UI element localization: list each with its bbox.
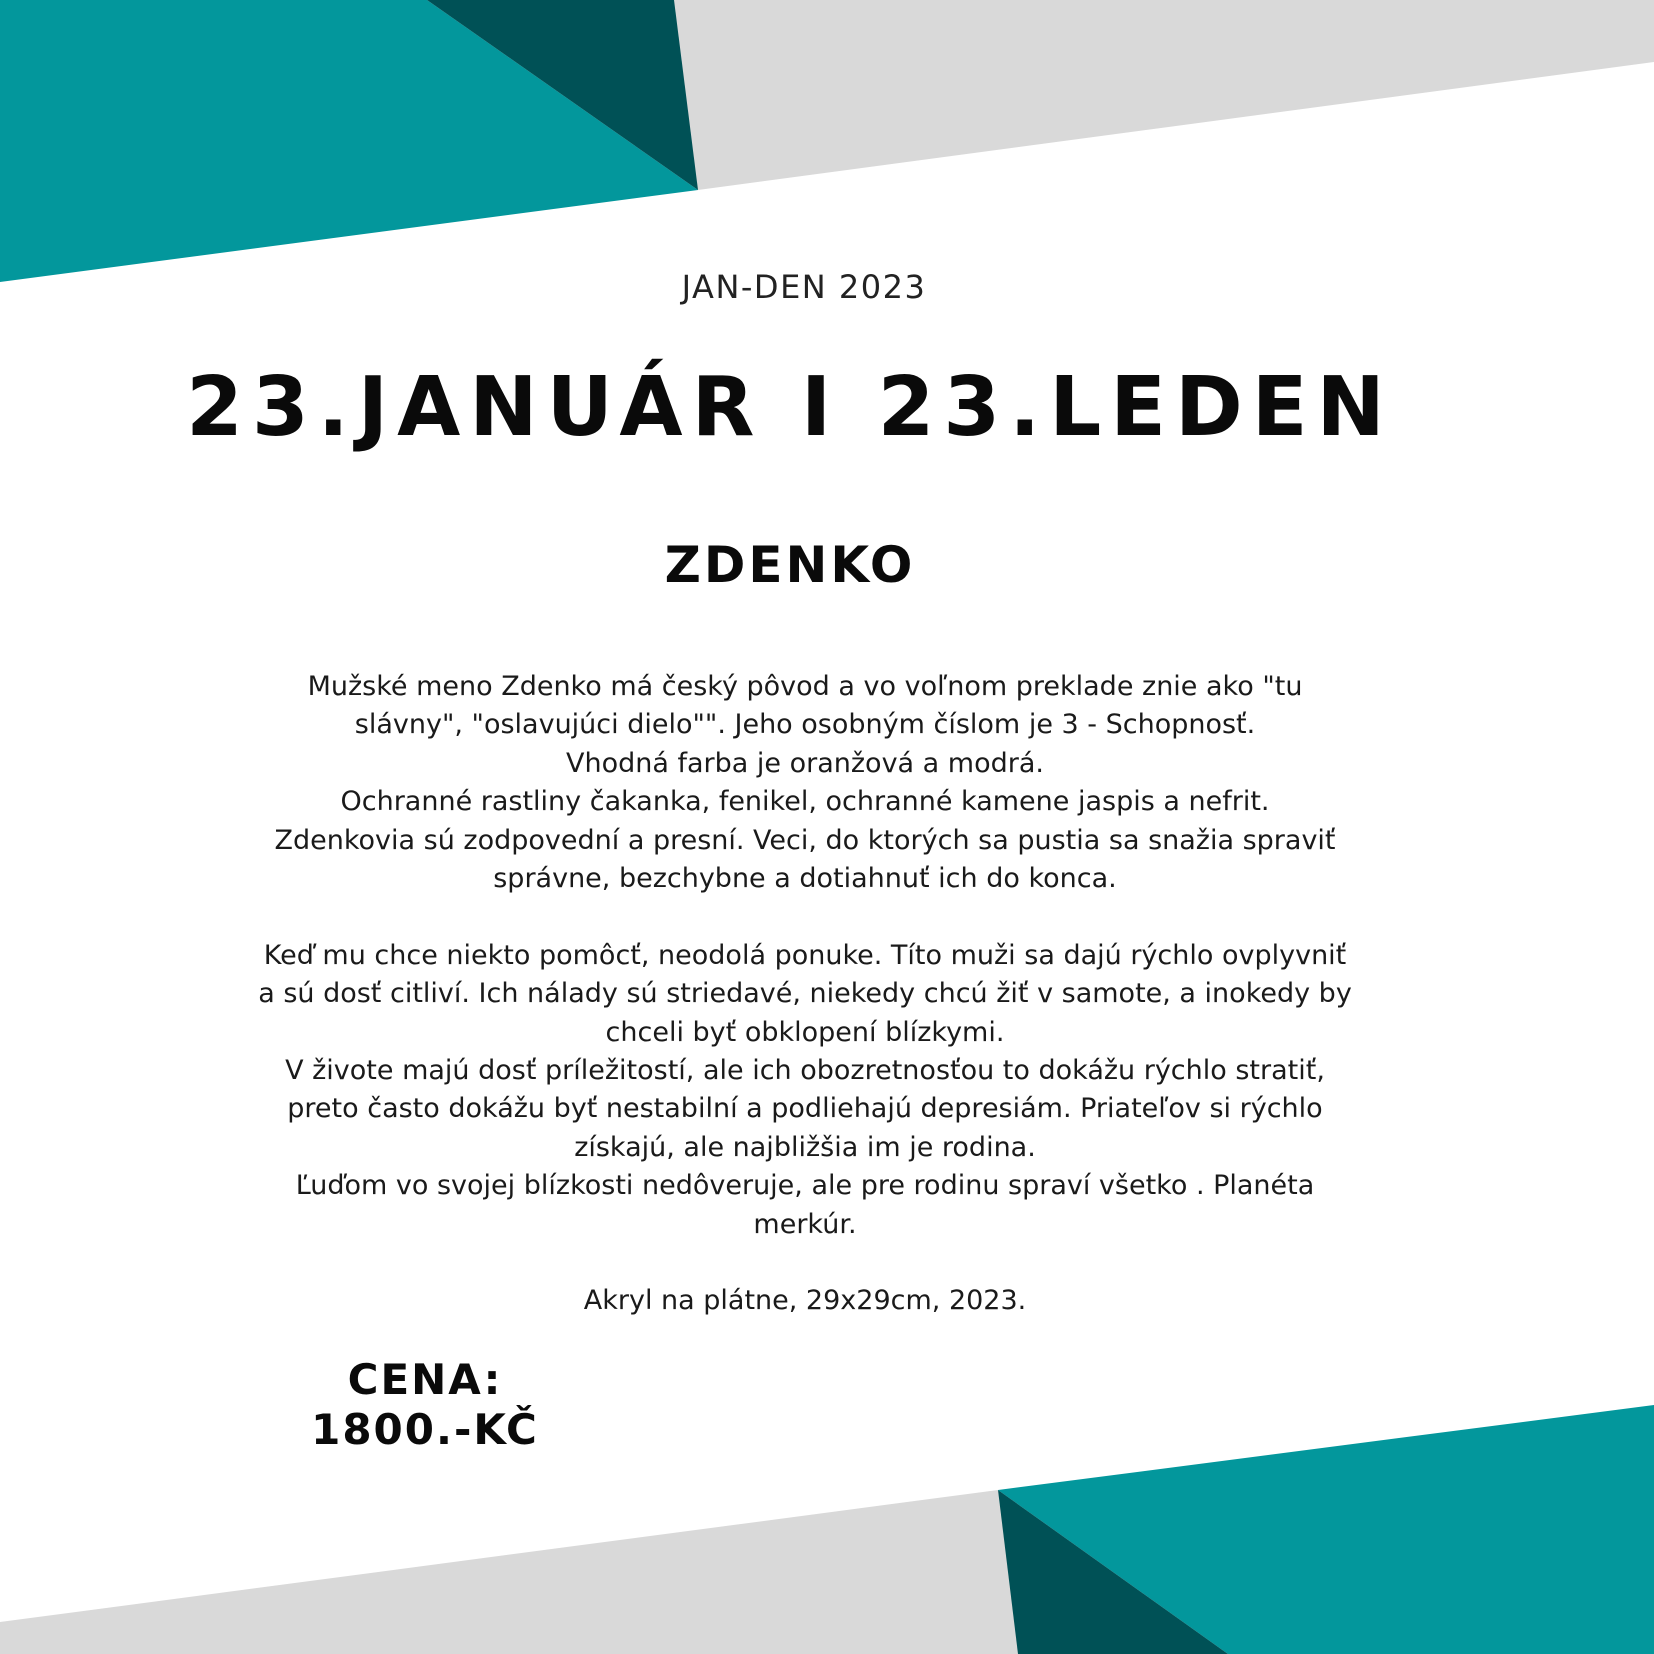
- artwork-details: Akryl na plátne, 29x29cm, 2023.: [583, 1285, 1027, 1317]
- description-line: slávny", "oslavujúci dielo"". Jeho osobným číslom je 3 - Schopnosť.: [354, 709, 1256, 741]
- price-block: [290, 1355, 560, 1455]
- description-line: Vhodná farba je oranžová a modrá.: [566, 747, 1044, 779]
- bottom-gray-band: [0, 1490, 1050, 1654]
- description-line: preto často dokážu byť nestabilní a podliehajú depresiám. Priateľov si rýchlo: [287, 1093, 1323, 1125]
- price-label: CENA:: [347, 1355, 503, 1404]
- paragraph-spacer: [205, 1244, 1405, 1282]
- description-line: chceli byť obklopení blízkymi.: [605, 1016, 1005, 1048]
- description-line: Mužské meno Zdenko má český pôvod a vo voľnom preklade znie ako "tu: [307, 671, 1303, 702]
- description-line: a sú dosť citliví. Ich nálady sú striedavé, niekedy chcú žiť v samote, a inokedy by: [258, 978, 1352, 1010]
- description-line: Keď mu chce niekto pomôcť, neodolá ponuke. Títo muži sa dajú rýchlo ovplyvniť: [263, 939, 1347, 971]
- description-line: Zdenkovia sú zodpovední a presní. Veci, do ktorých sa pustia sa snažia spraviť: [274, 824, 1336, 856]
- price-value: 1800.-KČ: [311, 1405, 539, 1454]
- description-line: správne, bezchybne a dotiahnuť ich do konca.: [493, 863, 1117, 895]
- paragraph-spacer: [205, 898, 1405, 936]
- top-gray-band: [620, 0, 1654, 190]
- page-title: 23.JANUÁR I 23.LEDEN: [186, 360, 1394, 455]
- description-text: [205, 668, 1405, 1321]
- description-line: merkúr.: [753, 1208, 857, 1240]
- description-line: Ľuďom vo svojej blízkosti nedôveruje, ale pre rodinu spraví všetko . Planéta: [295, 1170, 1315, 1202]
- name-heading: ZDENKO: [664, 536, 916, 594]
- description-line: získajú, ale najbližšia im je rodina.: [574, 1131, 1036, 1163]
- description-line: V živote majú dosť príležitostí, ale ich obozretnosťou to dokážu rýchlo stratiť,: [285, 1055, 1325, 1087]
- date-subtitle: JAN-DEN 2023: [681, 268, 927, 306]
- description-line: Ochranné rastliny čakanka, fenikel, ochranné kamene jaspis a nefrit.: [340, 786, 1270, 818]
